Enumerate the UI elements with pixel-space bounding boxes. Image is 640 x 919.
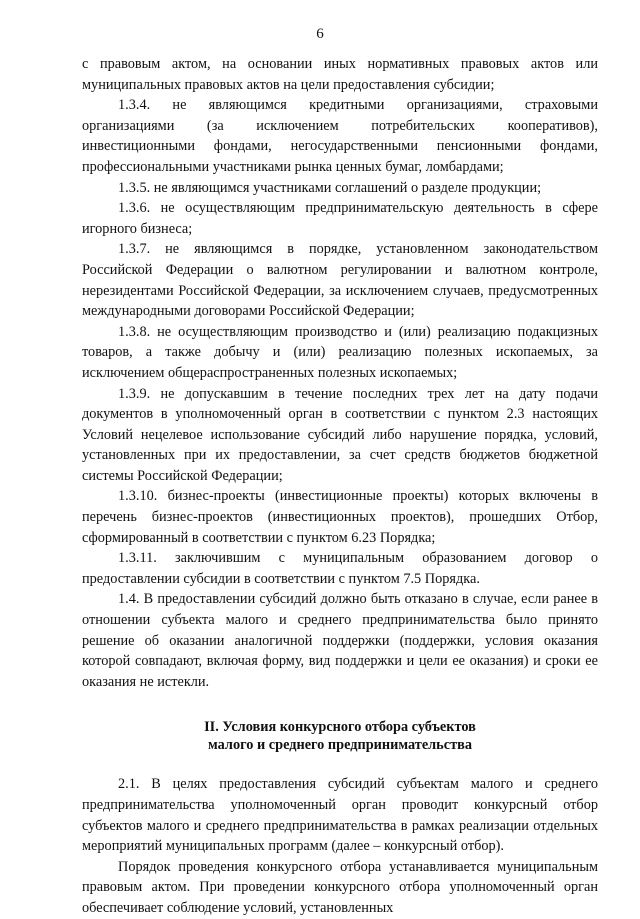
paragraph-1-3-7: 1.3.7. не являющимся в порядке, установленном законодательством Российской Федерации о валютном регулировании и валютном контроле, нерезидентами Российской Федерации, за исключением случаев, предусмотренных международными договорами Российской Федерации; <box>82 241 598 320</box>
paragraph-1-3-4: 1.3.4. не являющимся кредитными организациями, страховыми организациями (за исключением потребительских кооперативов), инвестиционными фондами, негосударственными пенсионными фондами, профессиональными участниками рынка ценных бумаг, ломбардами; <box>82 97 598 175</box>
paragraph-1-4: 1.4. В предоставлении субсидий должно быть отказано в случае, если ранее в отношении субъекта малого и среднего предпринимательства было принято решение об оказании аналогичной поддержки (поддержки, условия оказания которой совпадают, включая форму, вид поддержки и цели ее оказания) и сроки ее оказания не истекли. <box>82 591 598 690</box>
paragraph-1-3-10: 1.3.10. бизнес-проекты (инвестиционные проекты) которых включены в перечень бизнес-проектов (инвестиционных проектов), прошедших Отбор, сформированный в соответствии с пунктом 6.23 Порядка; <box>82 488 598 546</box>
paragraph-1-3-8: 1.3.8. не осуществляющим производство и (или) реализацию подакцизных товаров, а также добычу и (или) реализацию полезных ископаемых, за исключением общераспространенных полезных ископаемых; <box>82 323 598 381</box>
paragraph-1-3-5: 1.3.5. не являющимся участниками соглашений о разделе продукции; <box>118 179 542 196</box>
paragraph-1-3-11: 1.3.11. заключившим с муниципальным образованием договор о предоставлении субсидии в соответствии с пунктом 7.5 Порядка. <box>82 550 598 587</box>
paragraph-1-3-6: 1.3.6. не осуществляющим предпринимательскую деятельность в сфере игорного бизнеса; <box>82 200 598 237</box>
paragraph-continuation: с правовым актом, на основании иных нормативных правовых актов или муниципальных правовых актов на цели предоставления субсидии; <box>82 56 598 93</box>
page-number: 6 <box>316 26 324 42</box>
section-heading-line-1: II. Условия конкурсного отбора субъектов <box>204 719 476 736</box>
paragraph-1-3-9: 1.3.9. не допускавшим в течение последних трех лет на дату подачи документов в уполномоченный орган в соответствии с пунктом 2.3 настоящих Условий нецелевое использование субсидий либо нарушение порядка, условий, установленных при их предоставлении, за счет средств бюджетов бюджетной системы Российской Федерации; <box>82 385 598 484</box>
section-heading <box>82 718 598 754</box>
section-heading-line-2: малого и среднего предпринимательства <box>208 737 472 754</box>
paragraph-2-1: 2.1. В целях предоставления субсидий субъектам малого и среднего предпринимательства уполномоченный орган проводит конкурсный отбор субъектов малого и среднего предпринимательства в рамках реализации отдельных мероприятий муниципальных программ (далее – конкурсный отбор). <box>82 776 598 855</box>
document-body <box>82 54 598 919</box>
paragraph-procedure: Порядок проведения конкурсного отбора устанавливается муниципальным правовым актом. При проведении конкурсного отбора уполномоченный орган обеспечивает соблюдение условий, установленных <box>82 858 598 916</box>
